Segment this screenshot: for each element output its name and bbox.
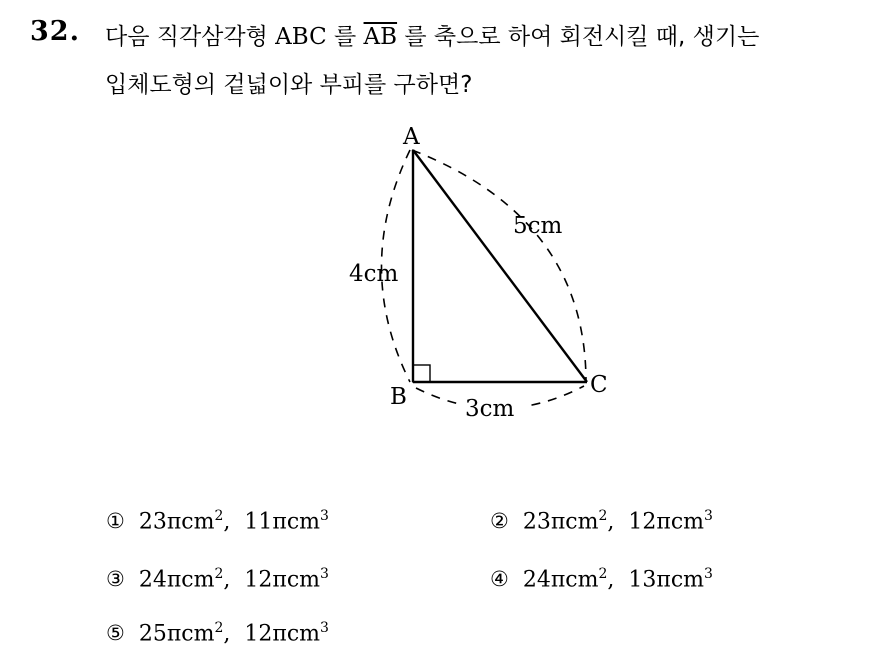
choice-5-volume: 12πcm <box>244 621 321 647</box>
choice-2-marker: ② <box>490 509 509 534</box>
choice-3-volume: 12πcm <box>244 567 321 593</box>
choice-1-area-exponent: 2 <box>214 508 224 524</box>
choice-1-text: 23πcm$^2$, 11πcm$^3$ <box>138 508 329 535</box>
side-ac <box>413 150 587 382</box>
choice-5-text: 25πcm$^2$, 12πcm$^3$ <box>138 620 329 647</box>
choice-1-area: 23πcm <box>138 509 215 535</box>
choice-5-area-exponent: 2 <box>214 620 224 636</box>
choice-3-area: 24πcm <box>138 567 215 593</box>
choice-3-text: 24πcm$^2$, 12πcm$^3$ <box>138 566 329 593</box>
choice-1-volume: 11πcm <box>244 509 321 535</box>
choice-1-marker: ① <box>106 509 125 534</box>
choice-4-volume-exponent: 3 <box>704 566 713 582</box>
question-text-pre: 다음 직각삼각형 <box>105 24 276 50</box>
question-number: 32. <box>30 16 80 47</box>
side-ac-length-label: 5cm <box>513 213 563 239</box>
choice-4-marker: ④ <box>490 567 509 592</box>
question-text-mid: 를 <box>326 24 364 50</box>
choice-1[interactable] <box>106 508 329 534</box>
choice-4-area: 24πcm <box>522 567 599 593</box>
side-bc-length-label: 3cm <box>465 396 515 422</box>
vertex-b-label: B <box>390 384 407 410</box>
question-text-line-2: 입체도형의 겉넓이와 부피를 구하면? <box>105 72 473 98</box>
choice-5[interactable] <box>106 620 329 646</box>
choice-4-volume: 13πcm <box>628 567 705 593</box>
choice-2-area-exponent: 2 <box>598 508 608 524</box>
choice-2-volume: 12πcm <box>628 509 705 535</box>
vertex-c-label: C <box>590 372 608 398</box>
choice-4-area-exponent: 2 <box>598 566 608 582</box>
choice-4[interactable] <box>490 566 713 592</box>
choice-5-volume-exponent: 3 <box>320 620 329 636</box>
choice-2[interactable] <box>490 508 713 534</box>
question-text-post: 를 축으로 하여 회전시킬 때, 생기는 <box>397 24 760 50</box>
choice-2-text: 23πcm$^2$, 12πcm$^3$ <box>522 508 713 535</box>
choice-3-volume-exponent: 3 <box>320 566 329 582</box>
choice-3-area-exponent: 2 <box>214 566 224 582</box>
choice-2-area: 23πcm <box>522 509 599 535</box>
side-ab-length-label: 4cm <box>349 261 399 287</box>
choice-5-marker: ⑤ <box>106 621 125 646</box>
choice-3[interactable] <box>106 566 329 592</box>
rotation-axis-segment: $\overline{AB}$ <box>363 24 398 50</box>
choice-4-text: 24πcm$^2$, 13πcm$^3$ <box>522 566 713 593</box>
choice-2-volume-exponent: 3 <box>704 508 713 524</box>
choice-5-area: 25πcm <box>138 621 215 647</box>
right-angle-marker <box>413 365 430 382</box>
triangle-name: ABC <box>275 24 327 50</box>
choice-1-volume-exponent: 3 <box>320 508 329 524</box>
choice-3-marker: ③ <box>106 567 125 592</box>
vertex-a-label: A <box>403 124 420 150</box>
